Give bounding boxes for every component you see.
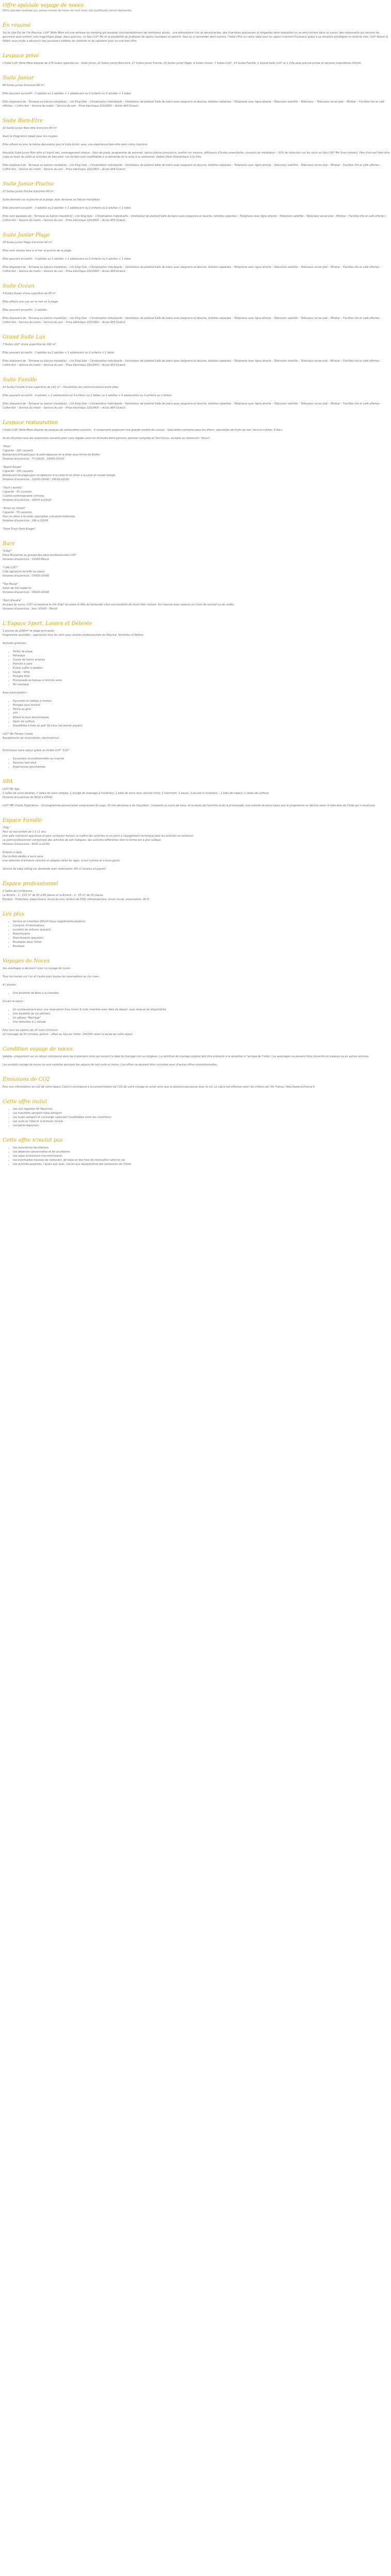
list-item: • Possibilités à faire du golf 18 trous (se rentrer payant): [13, 724, 391, 728]
section-heading: Grand Suite Lux: [3, 334, 46, 340]
list-item: • Expériences gourmandes: [13, 765, 391, 769]
list-item: • Boutiques dans l'hôtel: [13, 940, 391, 944]
section-paragraph: 25 Suites Junior Plage d'environ 60 m².: [3, 241, 53, 244]
content-section: [3, 377, 391, 410]
section-heading: Condition voyage de noces: [3, 1046, 73, 1052]
list-item: • Une bouteille de vin pétillant: [13, 1012, 391, 1016]
section-heading: Lespace restauration: [3, 420, 58, 426]
list-item: • Service en chambre 24h/24 (tous suppléments payants): [13, 920, 391, 924]
section-paragraph: 2 Salles de Conférence : La Rivière : 1 : 115 m² de 60 à 80 places et la Rivière : 2 : 55 m² de 30 places. Equipés : Projecteur, paper-board, écran de mur, lecteur de DVD, rétroprojecteur, écran mural, sonorisation, Wi-Fi.: [3, 890, 151, 901]
list-item: • Les éventuelles hausses de carburant, de taxes et des frais de réservation selon le cas: [13, 1158, 391, 1162]
list-item: • Les taxes aéroport et surcharge carburant (modifiables selon les conditions): [13, 1115, 391, 1120]
section-paragraph: Elles peuvent accueillir : 2 adultes.: [3, 309, 48, 312]
section-heading: Voyages de Noces: [3, 958, 50, 964]
section-paragraph: Avec la Intégration idéale pour les couples.: [3, 135, 59, 138]
section-paragraph: "Duck Laundry" Capacité : 45 couverts Cuisine contemporaine chinoise. Horaires d'ouverture : 18h30 à 22h30: [3, 486, 52, 502]
section-paragraph: Valable, uniquement sur un séjour commencé dans les 6 premiers mois qui suivent la date du mariage civil ou religieux. Le certificat de mariage original doit être présenté à la réception à l'arrivée de l'hôtel. Ces avantages ne peuvent être convertis en espèces ou en autres services.: [3, 1055, 370, 1058]
section-paragraph: Elles sont situées face à la mer et proche de la plage.: [3, 249, 72, 252]
section-paragraph: Elles peuvent accueillir : 3 adultes ou 2 adultes + 1 adolescent ou 2 enfants + 1 bébé.: [3, 351, 115, 354]
content-section: [3, 334, 391, 367]
section-paragraph: "Cafe LUX*" Café signature torréfié sur place. Horaires d'ouverture : 07h00-20h00: [3, 566, 50, 578]
list-item: • Séances bien-être: [13, 761, 391, 765]
content-section: [3, 22, 391, 43]
list-item: • Les nuits en hôtel et la formule choisie: [13, 1120, 391, 1124]
content-section: [3, 232, 391, 274]
section-heading: En résumé: [3, 23, 31, 28]
section-paragraph: 22 Suites Junior Bien-être d'environ 60 m².: [3, 127, 58, 130]
section-paragraph: "Mixe" Capacité : 200 couverts Restaurant principal pour le petit-déjeuner et le dîner sous forme de Buffet. Horaires d'ouverture : 7h-10h30 ; 19h00-22h30: [3, 445, 101, 461]
list-item: • Un surclassement pour une réservation d'au moins 6 nuits chambre avec date de départ, sous réserve de disponibilité: [13, 1008, 391, 1012]
section-paragraph: LUX* Me Fitness Center Equipements de musculation, électrostimul...: [3, 733, 61, 740]
section-paragraph: Pour tous les séjours de 10 nuits minimum : Un massage de 30 minutes, gratuit – offert au Spa de l'hôtel, 24h/24h selon la durée de votre séjour.: [3, 1029, 134, 1036]
content-section: [3, 880, 391, 902]
section-paragraph: Vos avantages à découvrir pour ce voyage de noces :: [3, 967, 72, 970]
content-section: [3, 1046, 391, 1067]
content-section: [3, 181, 391, 223]
section-paragraph: Nouvelle Suite Junior Bien-être à l'esprit zen, aménagement unique – Bain de pieds, programme de sommeil, option pleine conscience, oreiller sur mesure, diffuseurs d'huiles essentielles, coussins de méditation – 30% de réduction sur les soins au Spa LUX* Me (hors forfaits). Plan d'accueil bien-être, yoga au lever du soleil et activités de bien-être. Les forfaits sont modifiables à la demande de la suite à la cérémonie. Option Dîner Romantique à la Villa.: [3, 151, 391, 159]
section-heading: Suite Junior: [3, 75, 34, 81]
list-item: • Pétanque: [13, 654, 391, 658]
page: [0, 0, 391, 1166]
bullet-list: [3, 699, 391, 728]
list-item: • Blanchisserie: [13, 932, 391, 936]
list-item: • Un gâteau "Marriage": [13, 1016, 391, 1020]
content-section: [3, 75, 391, 108]
section-paragraph: Elles disposent de : Terrasse ou balcon meublé(e) – Lits King Size – Climatisation individuelle – Ventilateur de plafond Salle de bains avec baignoire et douche, toilettes séparées – Téléphone avec ligne directe – Télévision satellite – Téléviseur écran plat – Minibar – Facilités thé et café offertes – Coffre-fort – Service du matin – Service du soir – Prise électrique 220/240V – Accès Wifi Gratuit.: [3, 360, 382, 367]
section-heading: Émissions de CO2: [3, 1077, 50, 1082]
content-section: [3, 958, 391, 1037]
section-paragraph: "Rest Alondra" Au pays du sucre, LUX* occasionne le clin d'œil sur place le fête du bartender chez une bouteille de rhum faite maison. Sur mesure avec saveurs ou choix de cocktail ou de vodka. Horaires d'ouverture : Jour. 10h00 – Minuit.: [3, 599, 235, 611]
list-item: • Planche à voile: [13, 662, 391, 666]
section-paragraph: Activités gratuites :: [3, 642, 28, 645]
section-paragraph: 68 Suites Junior d'environ 60 m².: [3, 84, 45, 87]
section-paragraph: 27 Suites Junior Piscine d'environ 60 m².: [3, 190, 55, 193]
content-section: [3, 117, 391, 172]
section-paragraph: Elles peuvent accueillir : 3 adultes ou 2 adultes + 1 adolescent ou 2 enfants ou 2 adultes + 1 bébé.: [3, 92, 132, 95]
list-item: • Excursion en bateau à moteur: [13, 699, 391, 703]
section-paragraph: Les produits voyage de noces ne sont valables que pour les séjours de huit nuits et moins. Ces offres ne peuvent être cumulées avec d'autres offres promotionnelles.: [3, 1063, 218, 1066]
list-item: • Les transferts aéroport-hôtel-aéroport: [13, 1111, 391, 1115]
content-section: [3, 817, 391, 871]
list-item: • Excursions inconditionnelles au marché: [13, 757, 391, 761]
section-paragraph: LUX* Me Spa 2 salles de soins doubles, 7 salles de soins simples, 1 lounge de massage à l'extérieur, 1 salle de soins avec douche Vichy, 1 hammam, 1 sauna, 1 jacuzzi à l'extérieur – 1 bain de vapeur, 2 salles de coiffure. Horaires d'ouverture de 9h00 à 20h00.: [3, 788, 270, 799]
list-item: • Les vols réguliers Air Mauritius: [13, 1107, 391, 1111]
section-paragraph: A l'arrivée :: [3, 984, 18, 987]
content-section: [3, 53, 391, 65]
list-item: • Les activités payantes, l'accès aux spas, l'accès aux équipements des ressources de l'hôtel: [13, 1162, 391, 1166]
section-paragraph: Sur la côte Est de l'Ile Maurice, LUX* Belle Mare est une adresse de standing qui possède incontestablement de nombreux atouts : une atmosphère chic et décontractée, des chambres spacieuses et élégantes dans lesquelles on se sent comme dans un cocon, des restaurants qui sauront les gourmets avec entrain, une magnifique plage, deux piscines, un Spa LUX* Me et la possibilité de pratiquer de sports nautiques et sportifs. Seul ou à cocoonder demi-voisins, l'hôtel offre un cadre idéal pour un séjour vraiment fructueux grâce à sa situation privilégiée en bord de mer. LUX* Résort & Hôtels vous invite à découvrir des occasions inédites de célébrité et de satisfaire pour un vrai bien-être.: [3, 31, 388, 43]
section-paragraph: Enfants à table Des buffets dédiés à leurs sens. Une sélection d'aliments naturels et adaptés selon les âges, à leur rythme et à leurs goûts.: [3, 851, 121, 862]
list-item: • Ecoles voiles à pédales: [13, 666, 391, 670]
list-item: • Kayak – Voile: [13, 670, 391, 674]
list-item: • Volley de plage: [13, 650, 391, 654]
content-section: [3, 911, 391, 948]
section-paragraph: Avec participation :: [3, 691, 28, 694]
section-paragraph: L'hôtel LUX* Belle Mare dispose de 174 Suites réparties en : Suite Junior, 22 Suites Junior Bien-être, 27 Suites Junior Piscine, 25 Suites Junior Plage, 4 Suites Océan, 7 Suites LUX*, 14 Suites Famille, 1 Grand Suite LUX* et 1 Villa avec piscine privée et services majordome 24h/24.: [3, 62, 362, 65]
section-paragraph: Elles peuvent accueillir : 3 adultes ou 2 adultes + 1 adolescent ou 2 enfants ou 2 adultes + 1 bébé.: [3, 258, 132, 261]
list-item: • Boutique: [13, 944, 391, 948]
content-section: [3, 1137, 391, 1166]
section-paragraph: Accès Dîneriez-nous les restaurants suivants pour vous régaler, pour les formules demi-pension, pension complète et Tout Inclus, excepté au restaurant "Amari".: [3, 437, 211, 440]
content-section: [3, 419, 391, 531]
section-heading: Espace Famille: [3, 818, 42, 823]
bullet-list: [3, 991, 391, 995]
page-lead: Offre spéciale réservée aux jeunes mariés de moins de neuf mois, des justificatifs seront demandés.: [3, 9, 133, 12]
section-paragraph: Elles offrent une vue sur la mer et la plage.: [3, 300, 59, 303]
section-paragraph: Elles peuvent accueillir : 3 adultes ou 2 adultes + 1 adolescent ou 2 enfants ou 2 adultes + 1 bébé.: [3, 207, 132, 210]
content-section: [3, 1098, 391, 1128]
list-item: • Plongée libre: [13, 674, 391, 679]
bullet-list: [3, 1107, 391, 1128]
section-paragraph: 1 piscine de 2000m² et plage principale. Programme quotidien : spectacles tous les soirs avec artistes professionnels de Maurice, Séchelles et Nefore.: [3, 630, 144, 637]
section-paragraph: Service de baby-sitting sur demande avec réservation 24h à l'avance et payant.: [3, 868, 107, 871]
section-paragraph: Elles peuvent accueillir : 4 adultes + 2 adolescents ou 4 enfants ou 2 bébés ou 2 adultes + 4 adolescents ou 4 enfants ou 2 bébés.: [3, 394, 172, 397]
list-item: • Comptoir d'informations: [13, 924, 391, 928]
list-item: • Location de voitures (payant): [13, 928, 391, 932]
section-heading: Suite Océan: [3, 283, 35, 289]
section-heading: Suite Junior Plage: [3, 232, 50, 238]
list-item: • Salon de coiffure: [13, 720, 391, 724]
section-paragraph: Durant le séjour :: [3, 1000, 25, 1003]
section-paragraph: Elles disposent de : Terrasse ou balcon meublé(e) – Lits King Size – Climatisation individuelle – Ventilateur de plafond Salle de bains avec baignoire et douche, toilettes séparées – Téléphone avec ligne directe – Télévision satellite – Téléviseur écran plat – Minibar – Facilités thé et café offertes – Coffre-fort – Service du matin – Service du soir – Prise électrique 220/240V – Accès Wifi Gratuit.: [3, 317, 382, 324]
section-paragraph: LUX* ME Vitality Experience : Un programme personnalisé comprenant du yoga, 30 min dévolues à de l'équilibre. Comporte un cours de lotus, et la durée de l'activité et de la promenade, une activité de deux types que le programme se décline selon le bien-être de l'hôte qui n'aurait pas.: [3, 804, 376, 807]
bullet-list: [3, 757, 391, 769]
section-paragraph: Elles disposent de : Terrasse ou balcon meublé(e) – Lits King Size – Climatisation individuelle – Ventilateur de plafond Salle de bains avec baignoire et douche, toilettes séparées – Téléphone avec ligne directe – Télévision satellite – Téléviseur écran plat – Minibar – Facilités thé et café offertes – Coffre-fort – Service du matin – Service du soir – Prise électrique 220/240V – Accès Wifi Gratuit.: [3, 402, 382, 410]
section-heading: Suite Famille: [3, 377, 37, 383]
content-section: [3, 778, 391, 808]
section-paragraph: Enrichissez votre séjour grâce au forfait LUX* "LUX" :: [3, 749, 72, 752]
section-paragraph: 4 Suites Océan d'une superficie de 95 m².: [3, 292, 57, 295]
section-heading: Cette offre n'inclut pas: [3, 1138, 63, 1143]
section-paragraph: "Pavé Truck Patio Burger": [3, 528, 36, 531]
section-heading: SPA: [3, 779, 13, 785]
section-heading: Suite Junior Piscine: [3, 181, 54, 187]
list-item: • Plongée sous-marine: [13, 703, 391, 707]
content-section: [3, 283, 391, 325]
section-heading: Bars: [3, 541, 15, 547]
section-paragraph: "K-Bar" Pièce Économie au groupe des deux-professionnels LUX* Horaires d'ouverture : 10h00-Minuit: [3, 550, 76, 561]
section-paragraph: "Amari by Vineet" Capacité : 55 couverts Pour un dîner à la carte, spécialités culinaires Indiennes. Horaires d'ouverture : 19h à 22h30: [3, 507, 76, 522]
list-item: • Ski nautique: [13, 683, 391, 687]
section-paragraph: Elles disposent de : Terrasse ou balcon meublé(e) – Lits King Size – Climatisation individuelle – Ventilateur de plafond Salle de bains avec baignoire et douche, toilettes séparées – Téléphone avec ligne directe – Télévision satellite – Téléviseur écran plat – Minibar – Facilités thé et café offertes – Coffre-fort – Service du matin – Service du soir – Prise électrique 220/240V – Accès Wifi Gratuit.: [3, 164, 382, 171]
list-item: • Les assurances facultatives: [13, 1146, 391, 1150]
bullet-list: [3, 1008, 391, 1024]
bullet-list: [3, 650, 391, 687]
section-paragraph: Elles disposent de : Terrasse ou balcon meublé(e) – Lits King Size – Climatisation individuelle – Ventilateur de plafond Salle de bains avec baignoire et douche, toilettes séparées – Téléphone avec ligne directe – Télévision satellite – Téléviseur – Téléviseur écran plat – Minibar – Facilités thé et café offertes – Coffre-fort – Service du matin – Service du soir – Prise électrique 220/240V – Accès Wifi Gratuit.: [3, 100, 385, 108]
section-paragraph: 7 Suites LUX* d'une superficie de 140 m².: [3, 343, 57, 346]
section-heading: Cette offre inclut: [3, 1099, 47, 1105]
content-section: [3, 540, 391, 611]
list-item: • Une bouteille de Rosé à la chambre: [13, 991, 391, 995]
list-item: • Les petits-déjeuners: [13, 1124, 391, 1128]
content-section: [3, 744, 391, 769]
list-item: • Les dépenses personnelles et les pourboires: [13, 1150, 391, 1154]
section-paragraph: "Tea House" Salon de thé moderne. Horaires d'ouverture : 09h00-20h00: [3, 583, 50, 594]
bullet-list: [3, 920, 391, 948]
section-paragraph: "Play" Pour se tout enfant de 3 à 11 ans. Une salle intérieure spacieuse et pour contacter facteur, le maître des activités et un point à l'équipement technique pour les activités en extérieur. Le point professionnel comportant des activités de soin ludiques, des activités différentes dont la forme est à plus ludique. Horaires d'ouverture : 9h00 à 22h00: [3, 826, 194, 846]
content-section: [3, 620, 391, 740]
section-heading: Les plus: [3, 911, 25, 917]
list-item: • VTT: [13, 711, 391, 716]
list-item: • Promenade en bateau à fond de verre: [13, 679, 391, 683]
section-heading: Suite Bien-Etre: [3, 118, 43, 124]
list-item: • Pêche au gros: [13, 707, 391, 711]
section-paragraph: Pour vos informations du co2 de votre séjour. Celui-ci correspond à la consommation de CO2 de votre voyage en avion ainsi que la distance parcourue avec le vol. Le calcul est effectué selon les critères de l'Air France. http://www.airfrance.fr: [3, 1086, 315, 1089]
section-heading: Espace professionnel: [3, 881, 58, 887]
bullet-list: [3, 1146, 391, 1166]
section-paragraph: "Beach Rouge" Capacité : 100 couverts Restaurant de plage pour un déjeuner à la carte et un dîner à la carte et sunset lounge. Horaires d'ouverture : 12h30-15h00 / 19h30-22h30: [3, 466, 117, 481]
list-item: • Une réduction à 1 voiture: [13, 1020, 391, 1024]
section-heading: Lespace privé: [3, 53, 39, 59]
section-paragraph: Suite donnant sur la piscine et la plage, avec terrasse ou balcon meublé(e).: [3, 198, 101, 201]
section-paragraph: Elles sont équipées de : Terrasse ou balcon meublé(e) – Lits King Size – Climatisation individuelle – Ventilateur de plafond Salle de bains avec baignoire et douche, toilettes séparées – Téléphone avec ligne directe – Télévision satellite – Téléviseur écran plat – Minibar – Facilités thé et café offertes – Coffre-fort – Service du matin – Service du soir – Prise électrique 220/240V – Accès Wifi Gratuit.: [3, 215, 387, 222]
section-heading: L'Espace Sport, Loisirs et Détente: [3, 621, 92, 626]
list-item: • Blanchisserie (payante): [13, 936, 391, 940]
section-paragraph: Tous les mariés sur l'un et l'autre pour toutes les réservations au 1er mars :: [3, 975, 101, 978]
list-item: • Les repas et boissons non mentionnés: [13, 1154, 391, 1158]
section-paragraph: Elles offrent en plus la même décoration que la Suite Junior, avec une expérience bien-être dans votre chambre.: [3, 143, 149, 146]
section-paragraph: 14 Suites Famille d'une superficie de 120 m² – Possibilités de communications entre elles.: [3, 386, 119, 389]
section-paragraph: L'hôtel LUX* Belle Mare dispose de espaces de restauration suivants : 4 restaurants proposant une grande variété de cuisine – Spécialités culinaires pour les dîners, spécialités de fruits de mer. Service à Dîner, 8 Bars.: [3, 429, 283, 432]
list-item: • Courts de tennis éclairés: [13, 658, 391, 662]
section-paragraph: Elles disposent de : Terrasse ou balcon meublé(e) – Lits King Size – Climatisation individuelle – Ventilateur de plafond Salle de bains avec baignoire et douche, toilettes séparées – Téléphone avec ligne directe – Télévision satellite – Téléviseur écran plat – Minibar – Facilités thé et café offertes – Coffre-fort – Service du matin – Service du soir – Prise électrique 220/240V – Accès Wifi Gratuit.: [3, 266, 382, 273]
list-item: • Billard et jeux électroniques: [13, 716, 391, 720]
page-title: Offre spéciale voyage de noces: [3, 3, 84, 8]
sections-container: [3, 22, 391, 1166]
content-section: [3, 1076, 391, 1089]
